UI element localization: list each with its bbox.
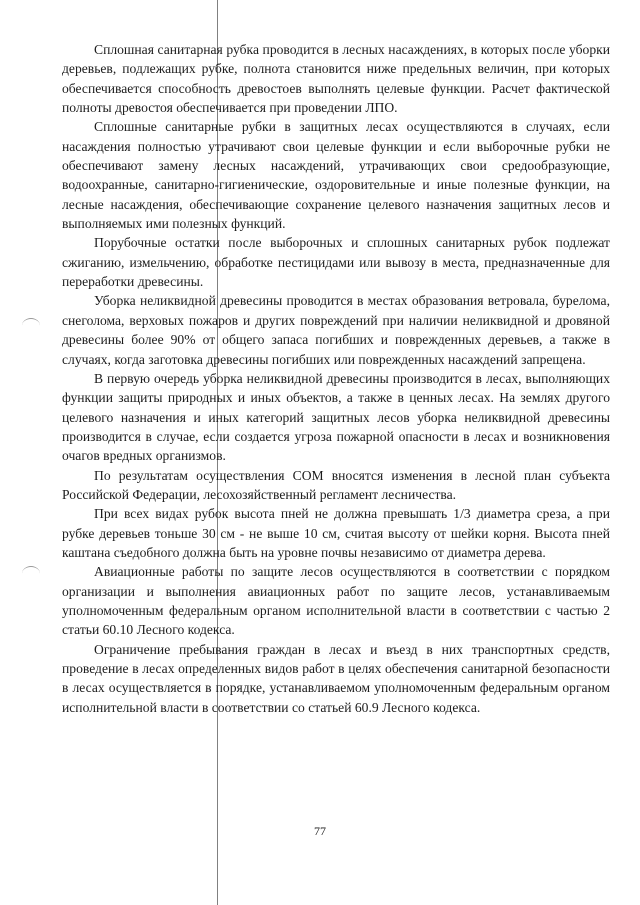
paragraph-aviation-works: Авиационные работы по защите лесов осуществляются в соответствии с порядком организации и выполнения авиационных работ по защите лесов, устанавливаемым уполномоченным федеральным органом исполнительной власти в соответствии с частью 2 статьи 60.10 Лесного кодекса.: [62, 564, 610, 638]
paragraph-som-results: По результатам осуществления СОМ вносятся изменения в лесной план субъекта Российской Федерации, лесохозяйственный регламент лесничества.: [62, 467, 610, 502]
punch-hole-mark-bottom: [22, 566, 40, 581]
paragraph-access-restriction: Ограничение пребывания граждан в лесах и въезд в них транспортных средств, проведение в лесах определенных видов работ в целях обеспечения санитарной безопасности в лесах осуществляется в порядке, устанавливаемом уполномоченным федеральным органом исполнительной власти в соответствии со статьей 60.9 Лесного кодекса.: [62, 641, 610, 715]
paragraph-protective-forests-felling: Сплошные санитарные рубки в защитных лесах осуществляются в случаях, если насаждения полностью утрачивают свои целевые функции и если выборочные рубки не обеспечивают замену лесных насаждений, утрачивающих свои средообразующие, водоохранные, санитарно-гигиенические, оздоровительные и иные полезные функции, на лесные насаждения, обеспечивающие сохранение целевого назначения защитных лесов и выполняемых ими полезных функций.: [62, 119, 610, 232]
paragraph-stump-height: При всех видах рубок высота пней не должна превышать 1/3 диаметра среза, а при рубке деревьев тоньше 30 см - не выше 10 см, считая высоту от шейки корня. Высота пней каштана съедобного должна быть на уровне почвы независимо от диаметра дерева.: [62, 506, 610, 560]
paragraph-illiquid-wood-removal: Уборка неликвидной древесины проводится в местах образования ветровала, бурелома, снеголома, верховых пожаров и других повреждений при наличии неликвидной и дровяной древесины более 90% от общего запаса погибших и поврежденных деревьев, а также в случаях, когда заготовка древесины погибших или поврежденных насаждений запрещена.: [62, 293, 610, 367]
paragraph-continuous-sanitary-felling: Сплошная санитарная рубка проводится в лесных насаждениях, в которых после уборки деревьев, подлежащих рубке, полнота становится ниже предельных величин, при которых обеспечивается способность древостоев выполнять целевые функции. Расчет фактической полноты древостоя обеспечивается при проведении ЛПО.: [62, 42, 610, 116]
punch-hole-mark-top: [22, 318, 40, 333]
body-text: [62, 40, 610, 717]
paragraph-priority-removal: В первую очередь уборка неликвидной древесины производится в лесах, выполняющих функции защиты природных и иных объектов, а также в ценных лесах. На землях другого целевого назначения и иных категорий защитных лесов уборка неликвидной древесины производится в случае, если создается угроза пожарной опасности в лесах и возникновения очагов вредных организмов.: [62, 370, 610, 464]
paragraph-logging-residues: Порубочные остатки после выборочных и сплошных санитарных рубок подлежат сжиганию, измельчению, обработке пестицидами или вывозу в места, предназначенные для переработки древесины.: [62, 235, 610, 290]
page-number: 77: [314, 824, 326, 838]
